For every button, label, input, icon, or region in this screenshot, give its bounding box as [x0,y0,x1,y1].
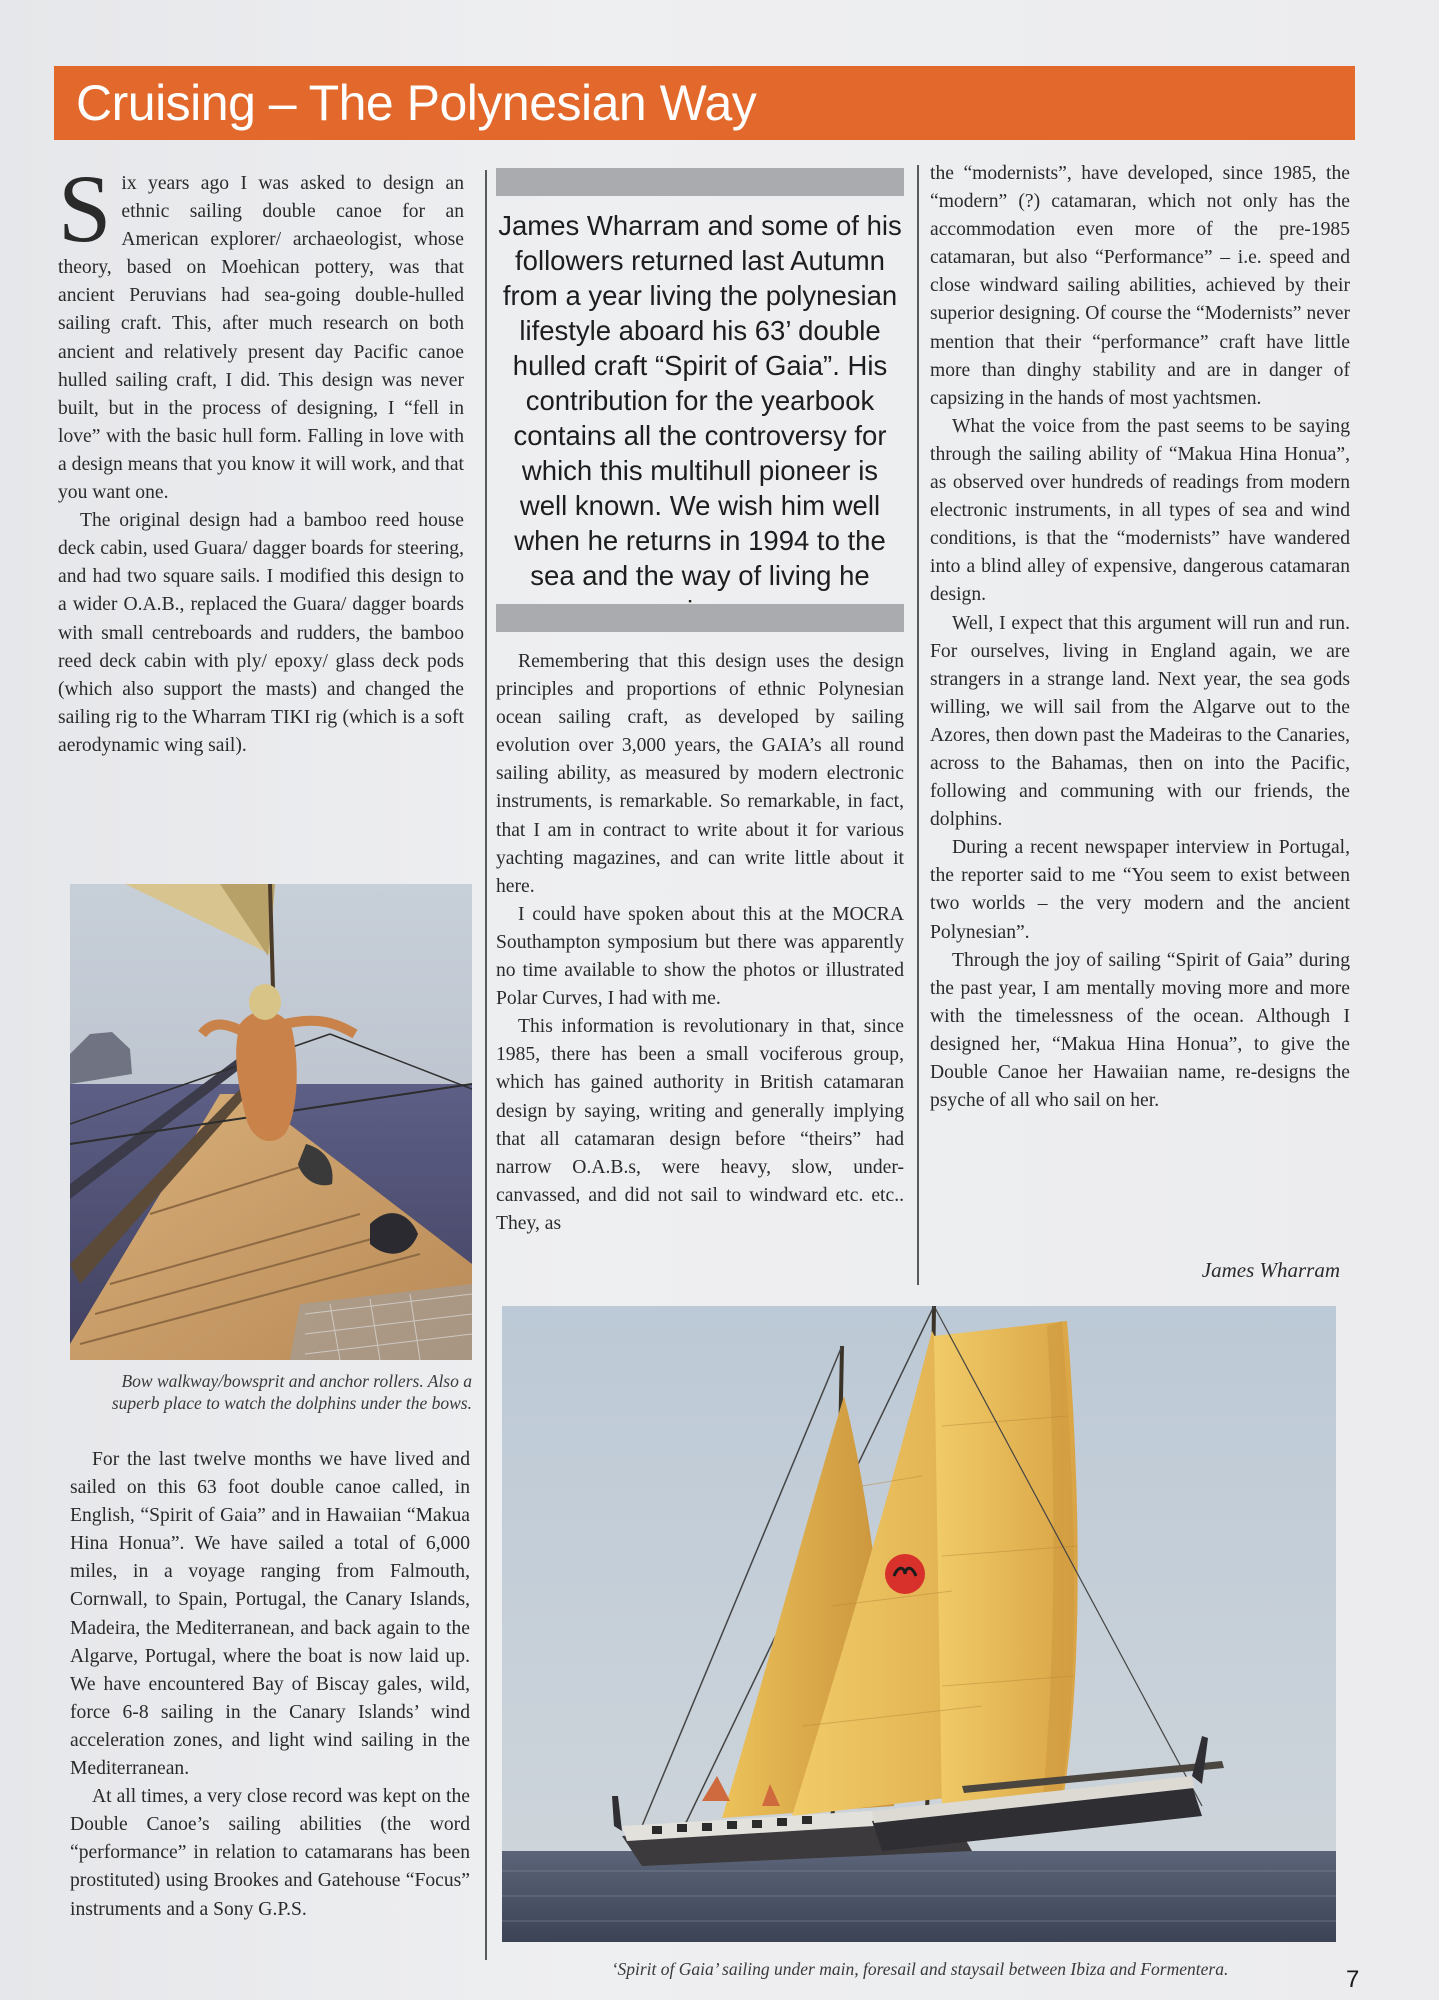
bow-walkway-illustration [70,884,472,1360]
paragraph: This information is revolutionary in that, since 1985, there has been a small vociferous group, which has gained authority in British catamaran design by saying, writing and generally implying that all catamaran design before “theirs” had narrow O.A.B.s, were heavy, slow, under-canvassed, and did not sail to windward etc. etc.. They, as [496,1016,904,1234]
column-b [496,648,904,1238]
author-signature: James Wharram [1201,1258,1340,1282]
pull-quote-bottom-bar [496,604,904,632]
spirit-of-gaia-photo [502,1306,1336,1942]
column-a-top [58,155,464,760]
paragraph: During a recent newspaper interview in Portugal, the reporter said to me “You seem to exist between two worlds – the very modern and the ancient Polynesian”. [930,837,1350,943]
opening-paragraph-text: ix years ago I was asked to design an ethnic sailing double canoe for an American explorer/ archaeologist, whose theory, based on Moehican pottery, was that ancient Peruvians had sea-going double-hulled sailing craft. This, after much research on both ancient and relatively present day Pacific canoe hulled sailing craft, I did. This design was never built, but in the process of designing, I “fell in love” with the basic hull form. Falling in love with a design means that you know it will work, and that you want one. [58,173,464,504]
column-a-bottom [70,1446,470,1924]
bow-photo-caption: Bow walkway/bowsprit and anchor rollers. Also a superb place to watch the dolphins under the bows. [111,1371,472,1413]
article-title: Cruising – The Polynesian Way [76,75,757,131]
paragraph: The original design had a bamboo reed house deck cabin, used Guara/ dagger boards for steering, and had two square sails. I modified this design to a wider O.A.B., replaced the Guara/ dagger boards with small centreboards and rudders, the bamboo reed deck cabin with ply/ epoxy/ glass deck pods (which also support the masts) and changed the sailing rig to the Wharram TIKI rig (which is a soft aerodynamic wing sail). [58,510,464,756]
paragraph: Through the joy of sailing “Spirit of Gaia” during the past year, I am mentally moving more and more with the timelessness of the ocean. Although I designed her, “Makua Hina Honua”, to give the Double Canoe her Hawaiian name, re-designs the psyche of all who sail on her. [930,949,1350,1112]
bow-walkway-photo [70,884,472,1360]
opening-paragraph [58,155,464,507]
paragraph: What the voice from the past seems to be saying through the sailing ability of “Makua Hina Honua”, as observed over hundreds of readings from modern electronic instruments, in all types of sea and wind conditions, is that the “modernists” have wandered into a blind alley of expensive, dangerous catamaran design. [930,415,1350,606]
paragraph: For the last twelve months we have lived and sailed on this 63 foot double canoe called, in English, “Spirit of Gaia” and in Hawaiian “Makua Hina Honua”. We have sailed a total of 6,000 miles, in a voyage ranging from Falmouth, Cornwall, to Spain, Portugal, the Canary Islands, Madeira, the Mediterranean, and back again to the Algarve, Portugal, where the boat is now laid up. We have encountered Bay of Biscay gales, wild, force 6-8 sailing in the Canary Islands’ wind acceleration zones, and light wind sailing in the Mediterranean. [70,1449,470,1780]
boat-photo-caption: ‘Spirit of Gaia’ sailing under main, foresail and staysail between Ibiza and Formentera. [611,1959,1229,1979]
paragraph: At all times, a very close record was kept on the Double Canoe’s sailing abilities (the word “performance” in relation to catamarans has been prostituted) using Brookes and Gatehouse “Focus” instruments and a Sony G.P.S. [70,1786,470,1920]
column-divider [485,170,487,1960]
paragraph: I could have spoken about this at the MOCRA Southampton symposium but there was apparently no time available to show the photos or illustrated Polar Curves, I had with me. [496,903,904,1010]
column-c [930,160,1350,1115]
paragraph: Well, I expect that this argument will run and run. For ourselves, living in England again, we are strangers in a strange land. Next year, the sea gods willing, we will sail from the Algarve out to the Azores, then down past the Madeiras to the Canaries, across to the Bahamas, then on into the Pacific, following and communing with our friends, the dolphins. [930,612,1350,831]
drop-cap: S [58,155,112,262]
pull-quote-top-bar [496,168,904,196]
title-banner [54,66,1355,140]
double-canoe-illustration [502,1306,1336,1942]
paragraph: the “modernists”, have developed, since 1985, the “modern” (?) catamaran, which not only has the accommodation even more of the pre-1985 catamaran, but also “Performance” – i.e. speed and close windward sailing abilities, achieved by their superior designing. Of course the “Modernists” never mention that their “performance” craft have little more than dinghy stability and are in danger of capsizing in the hands of most yachtsmen. [930,163,1350,409]
page-number: 7 [1346,1966,1360,1993]
paragraph: Remembering that this design uses the design principles and proportions of ethnic Polynesian ocean sailing craft, as developed by sailing evolution over 3,000 years, the GAIA’s all round sailing ability, as measured by modern electronic instruments, is remarkable. So remarkable, in fact, that I am in contract to write about it for various yachting magazines, and can write little about it here. [496,651,904,897]
column-divider [917,165,919,1285]
pull-quote: James Wharram and some of his followers returned last Autumn from a year living the polynesian lifestyle aboard his 63’ double hulled craft “Spirit of Gaia”. His contribution for the yearbook contains all the controversy for which this multihull pioneer is well known. We wish him well when he returns in 1994 to the sea and the way of living he [498,210,902,591]
